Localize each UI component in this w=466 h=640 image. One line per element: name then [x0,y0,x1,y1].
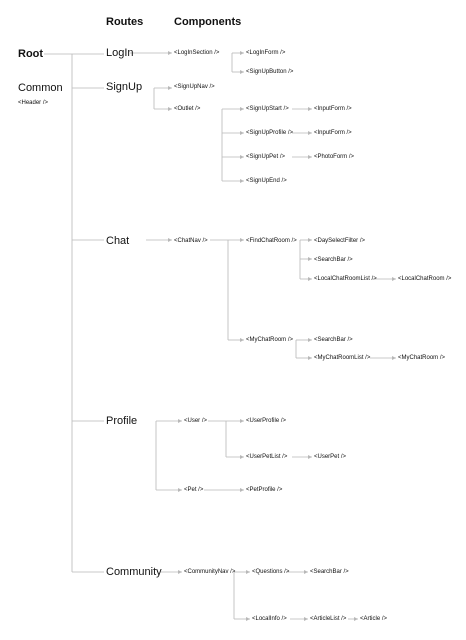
connector-arrowhead [240,107,244,111]
my-chat-room-list-node: <MyChatRoomList /> [314,355,371,361]
signup-start-node: <SignUpStart /> [246,106,289,112]
connector-arrowhead [240,238,244,242]
connector-arrowhead [240,155,244,159]
header-component: <Header /> [18,100,49,106]
pet-profile-node: <PetProfile /> [246,487,283,493]
input-form-node-1: <InputForm /> [314,106,352,112]
connector-arrowhead [240,51,244,55]
login-section-node: <LogInSection /> [174,50,220,56]
connector-arrowhead [354,617,358,621]
connector-arrowhead [168,51,172,55]
connector-arrowhead [308,238,312,242]
local-chat-room-list-node: <LocalChatRoomList /> [314,276,377,282]
route-signup: SignUp [106,81,143,93]
connector-arrowhead [240,488,244,492]
search-bar-node-3: <SearchBar /> [310,569,349,575]
connector-arrowhead [178,419,182,423]
connector-arrowhead [308,155,312,159]
connector-arrowhead [246,617,250,621]
connector-arrowhead [240,455,244,459]
connector-arrowhead [308,356,312,360]
connector-arrowhead [392,356,396,360]
connector-arrowhead [308,455,312,459]
day-select-filter-node: <DaySelectFilter /> [314,238,366,244]
routes-header: Routes [106,16,144,28]
article-list-node: <ArticleList /> [310,616,347,622]
signup-button-node: <SignUpButton /> [246,69,294,75]
my-chat-room-item-node: <MyChatRoom /> [398,355,446,361]
find-chat-room-node: <FindChatRoom /> [246,238,297,244]
root-node: Root [18,48,44,60]
connector-arrowhead [304,570,308,574]
connector-arrowhead [240,338,244,342]
article-node: <Article /> [360,616,388,622]
connector-arrowhead [168,238,172,242]
connector-arrowhead [308,338,312,342]
connector-arrowhead [168,86,172,90]
route-chat: Chat [106,235,130,247]
community-nav-node: <CommunityNav /> [184,569,236,575]
connector-arrowhead [246,570,250,574]
connector-arrowhead [240,419,244,423]
signup-pet-node: <SignUpPet /> [246,154,286,160]
route-profile: Profile [106,415,138,427]
pet-node: <Pet /> [184,487,204,493]
user-profile-node: <UserProfile /> [246,418,287,424]
connector-arrowhead [308,257,312,261]
local-chat-room-node: <LocalChatRoom /> [398,276,452,282]
search-bar-node-1: <SearchBar /> [314,257,353,263]
connector-arrowhead [168,107,172,111]
route-community: Community [106,566,162,578]
my-chat-room-node: <MyChatRoom /> [246,337,294,343]
signup-nav-node: <SignUpNav /> [174,84,215,90]
connector-arrowhead [178,488,182,492]
connector-arrowhead [304,617,308,621]
connector-arrowhead [308,277,312,281]
connector-arrowhead [240,70,244,74]
components-header: Components [174,16,242,28]
questions-node: <Questions /> [252,569,290,575]
signup-profile-node: <SignUpProfile /> [246,130,294,136]
connector-arrowhead [392,277,396,281]
connector-arrowhead [240,131,244,135]
route-login: LogIn [106,47,134,59]
chat-nav-node: <ChatNav /> [174,238,208,244]
user-node: <User /> [184,418,208,424]
connector-arrowhead [178,570,182,574]
outlet-node: <Outlet /> [174,106,201,112]
input-form-node-2: <InputForm /> [314,130,352,136]
common-node: Common [18,82,63,94]
connector-arrowhead [308,131,312,135]
search-bar-node-2: <SearchBar /> [314,337,353,343]
login-form-node: <LogInForm /> [246,50,286,56]
photo-form-node: <PhotoForm /> [314,154,355,160]
local-info-node: <LocalInfo /> [252,616,287,622]
connector-arrowhead [308,107,312,111]
connector-arrowhead [240,179,244,183]
signup-end-node: <SignUpEnd /> [246,178,287,184]
user-pet-list-node: <UserPetList /> [246,454,288,460]
user-pet-node: <UserPet /> [314,454,347,460]
